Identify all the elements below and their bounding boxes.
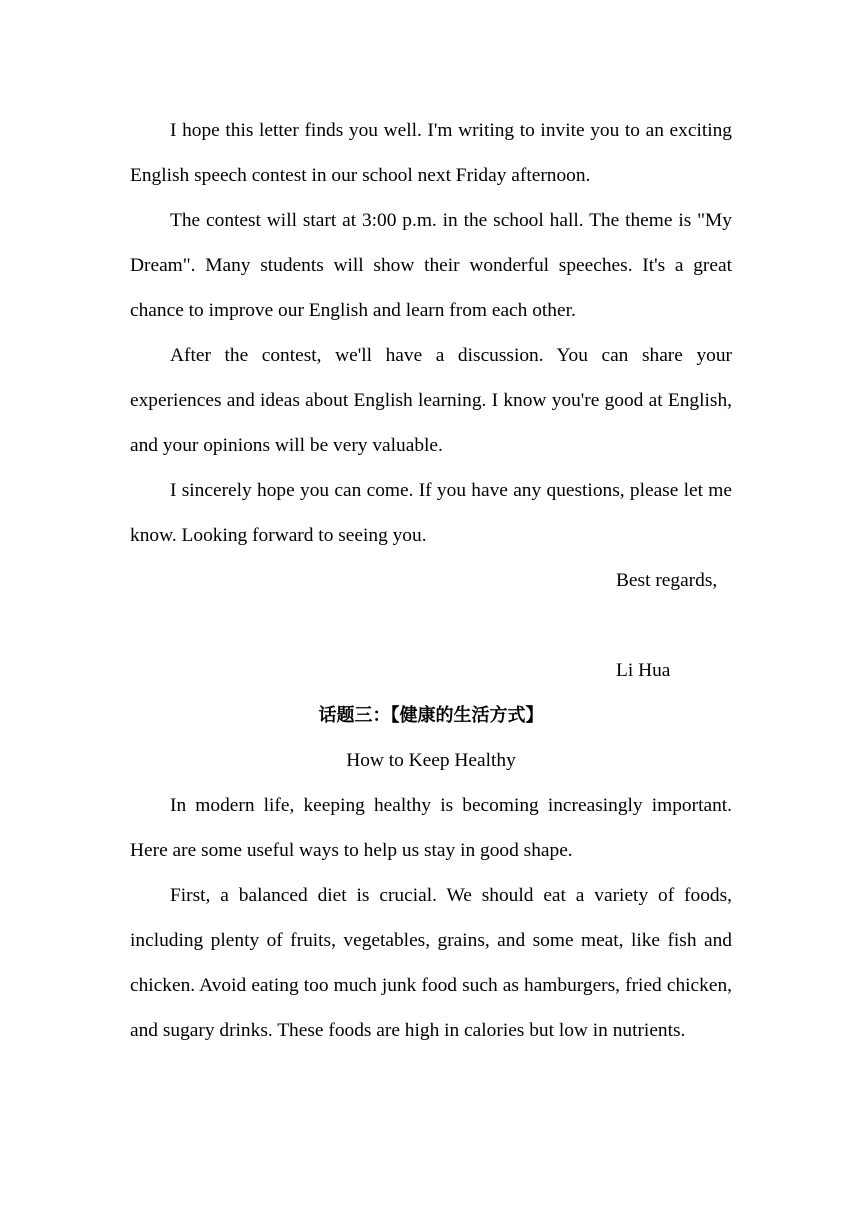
spacer	[130, 603, 732, 648]
essay-title: How to Keep Healthy	[346, 750, 516, 771]
letter-paragraph-1: I hope this letter finds you well. I'm writing to invite you to an exciting English speech contest in our school next Friday afternoon.	[130, 120, 732, 186]
letter-signature: Li Hua	[616, 660, 671, 681]
topic-heading: 话题三：【健康的生活方式】	[318, 705, 544, 726]
letter-paragraph-3: After the contest, we'll have a discussion. You can share your experiences and ideas about English learning. I know you're good at English, and your opinions will be very valuable.	[130, 345, 732, 456]
letter-paragraph-2: The contest will start at 3:00 p.m. in the school hall. The theme is "My Dream". Many students will show their wonderful speeches. It's a great chance to improve our English and learn from each other.	[130, 210, 732, 321]
letter-paragraph-4: I sincerely hope you can come. If you have any questions, please let me know. Looking forward to seeing you.	[130, 480, 732, 546]
essay-paragraph-2: First, a balanced diet is crucial. We should eat a variety of foods, including plenty of fruits, vegetables, grains, and some meat, like fish and chicken. Avoid eating too much junk food such as hamburgers, fried chicken, and sugary drinks. These foods are high in calories but low in nutrients.	[130, 885, 732, 1041]
letter-closing: Best regards,	[616, 570, 718, 591]
essay-paragraph-1: In modern life, keeping healthy is becoming increasingly important. Here are some useful ways to help us stay in good shape.	[130, 795, 732, 861]
document-page	[130, 108, 732, 1053]
